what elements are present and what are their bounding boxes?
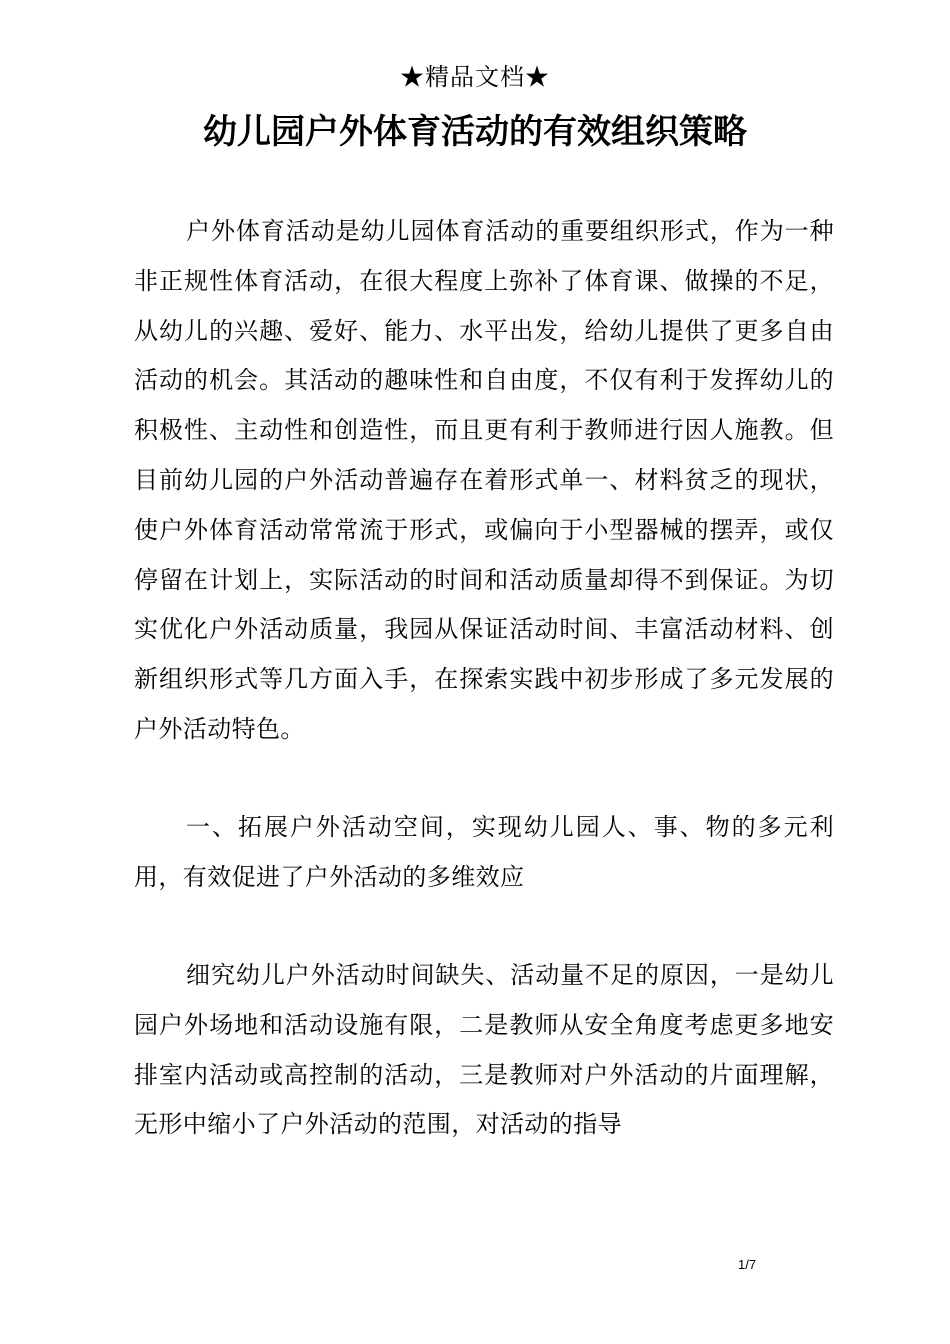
- header-mark: ★精品文档★: [400, 63, 550, 91]
- section-heading-1: 一、拓展户外活动空间，实现幼儿园人、事、物的多元利用，有效促进了户外活动的多维效应: [134, 813, 834, 891]
- paragraph-section-1: 细究幼儿户外活动时间缺失、活动量不足的原因，一是幼儿园户外场地和活动设施有限，二是教师从安全角度考虑更多地安排室内活动或高控制的活动，三是教师对户外活动的片面理解，无形中缩小了户外活动的范围，对活动的指导: [134, 961, 834, 1139]
- page-number: 1/7: [738, 1257, 757, 1272]
- document-title: 幼儿园户外体育活动的有效组织策略: [203, 112, 747, 152]
- paragraph-intro: 户外体育活动是幼儿园体育活动的重要组织形式，作为一种非正规性体育活动，在很大程度上弥补了体育课、做操的不足，从幼儿的兴趣、爱好、能力、水平出发，给幼儿提供了更多自由活动的机会。其活动的趣味性和自由度，不仅有利于发挥幼儿的积极性、主动性和创造性，而且更有利于教师进行因人施教。但目前幼儿园的户外活动普遍存在着形式单一、材料贫乏的现状，使户外体育活动常常流于形式，或偏向于小型器械的摆弄，或仅停留在计划上，实际活动的时间和活动质量却得不到保证。为切实优化户外活动质量，我园从保证活动时间、丰富活动材料、创新组织形式等几方面入手，在探索实践中初步形成了多元发展的户外活动特色。: [134, 217, 834, 743]
